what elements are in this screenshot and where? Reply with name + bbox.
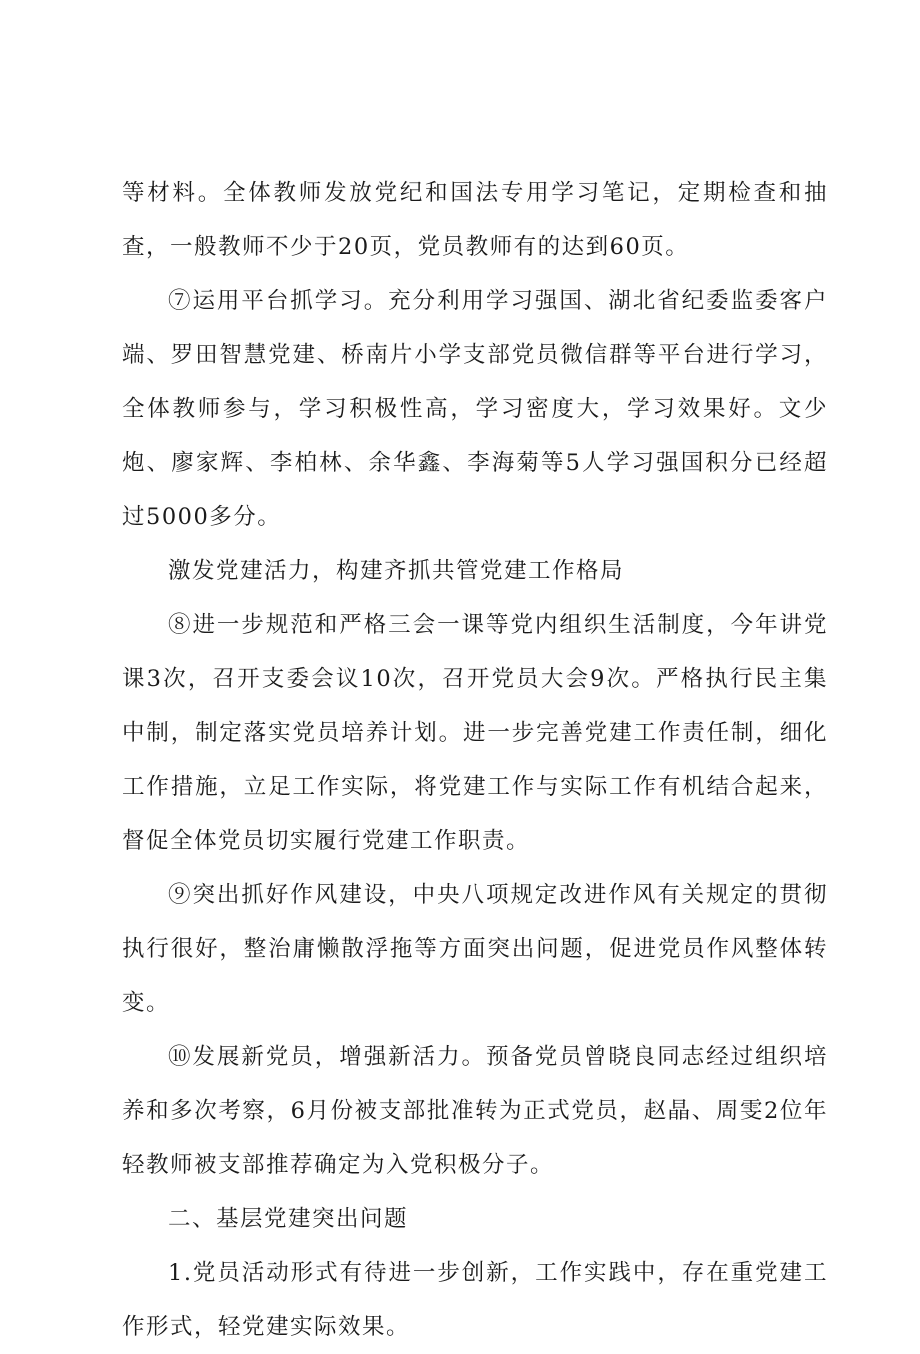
section-heading-problems: 二、基层党建突出问题 xyxy=(168,1206,409,1232)
paragraph-organization-system: ⑧进一步规范和严格三会一课等党内组织生活制度，今年讲党课3次，召开支委会议10次，召开党员大会9次。严格执行民主集中制，制定落实党员培养计划。进一步完善党建工作责任制，细化工作措施，立足工作实际，将党建工作与实际工作有机结合起来，督促全体党员切实履行党建工作职责。 xyxy=(122,612,828,854)
paragraph-problem-1: 1.党员活动形式有待进一步创新，工作实践中，存在重党建工作形式，轻党建实际效果。 xyxy=(122,1260,828,1340)
paragraph-new-members: ⑩发展新党员，增强新活力。预备党员曾晓良同志经过组织培养和多次考察，6月份被支部批准转为正式党员，赵晶、周雯2位年轻教师被支部推荐确定为入党积极分子。 xyxy=(122,1044,828,1178)
paragraph-study-notes: 等材料。全体教师发放党纪和国法专用学习笔记，定期检查和抽查，一般教师不少于20页，党员教师有的达到60页。 xyxy=(122,180,828,260)
section-heading-party-vitality: 激发党建活力，构建齐抓共管党建工作格局 xyxy=(168,558,625,584)
paragraph-work-style: ⑨突出抓好作风建设，中央八项规定改进作风有关规定的贯彻执行很好，整治庸懒散浮拖等方面突出问题，促进党员作风整体转变。 xyxy=(122,882,828,1016)
document-body xyxy=(122,166,828,1354)
paragraph-platform-study: ⑦运用平台抓学习。充分利用学习强国、湖北省纪委监委客户端、罗田智慧党建、桥南片小学支部党员微信群等平台进行学习，全体教师参与，学习积极性高，学习密度大，学习效果好。文少炮、廖家辉、李柏林、余华鑫、李海菊等5人学习强国积分已经超过5000多分。 xyxy=(122,288,828,530)
